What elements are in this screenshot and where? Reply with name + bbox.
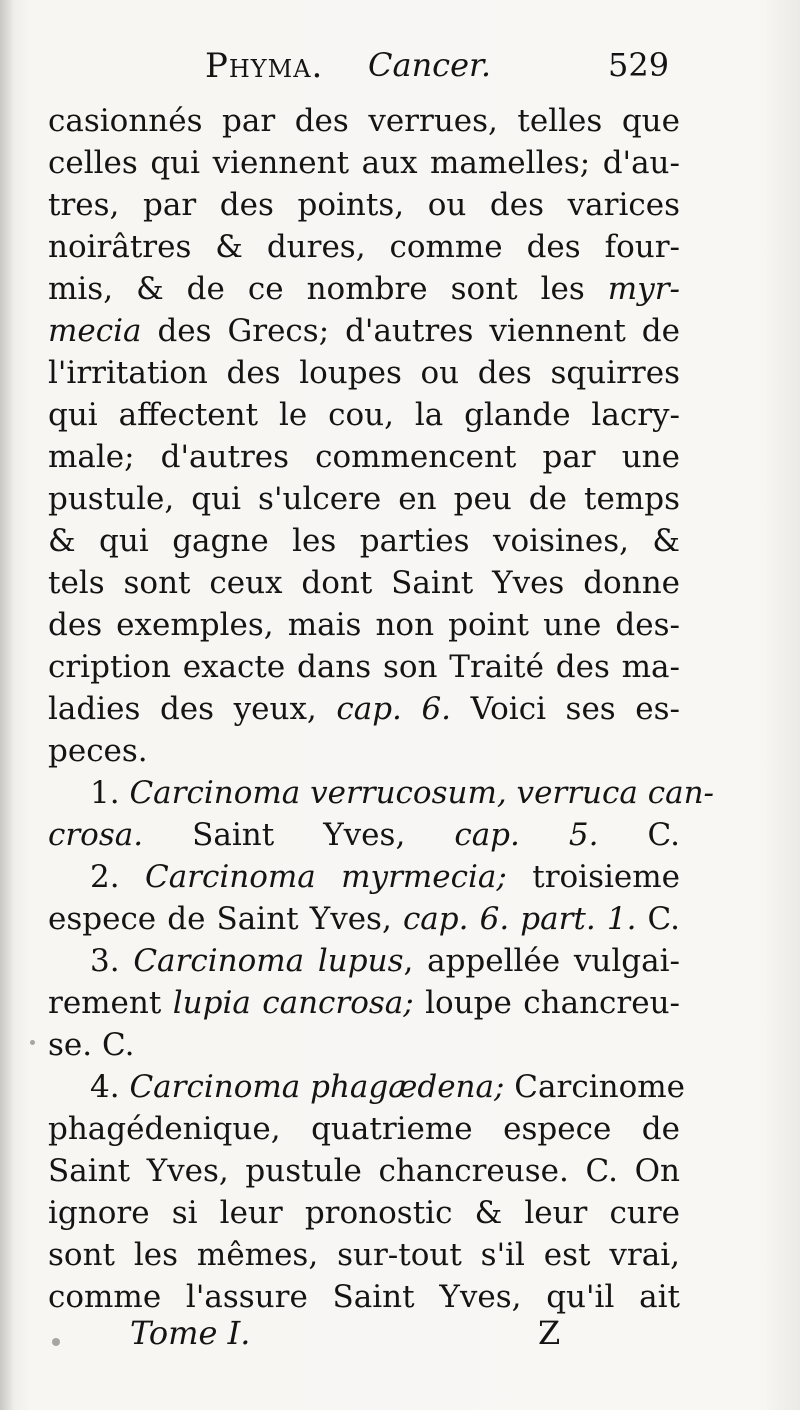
text-segment: 2. bbox=[90, 859, 145, 895]
text-line bbox=[48, 436, 680, 478]
text-line bbox=[48, 814, 680, 856]
text-segment: des exemples, mais non point une des- bbox=[48, 607, 680, 643]
running-head-title: Phyma. bbox=[205, 46, 324, 86]
text-line bbox=[48, 604, 680, 646]
text-segment: comme l'assure Saint Yves, qu'il ait bbox=[48, 1279, 680, 1315]
volume-label: Tome I. bbox=[130, 1314, 251, 1352]
text-segment: noirâtres & dures, comme des four- bbox=[48, 229, 680, 265]
text-line bbox=[48, 394, 680, 436]
text-segment: C. bbox=[598, 817, 680, 853]
text-segment: peces. bbox=[48, 733, 148, 769]
italic-segment: mecia bbox=[48, 313, 142, 349]
page-footer bbox=[0, 1312, 800, 1362]
text-line bbox=[48, 730, 680, 772]
italic-segment: Carcinoma lupus bbox=[133, 943, 404, 979]
text-segment: mis, & de ce nombre sont les bbox=[48, 271, 608, 307]
running-head bbox=[0, 42, 800, 92]
text-line bbox=[48, 226, 680, 268]
text-segment: qui affectent le cou, la glande lacry- bbox=[48, 397, 680, 433]
text-segment: casionnés par des verrues, telles que bbox=[48, 103, 680, 139]
text-line bbox=[48, 1066, 685, 1108]
text-segment: rement bbox=[48, 985, 173, 1021]
text-segment: sont les mêmes, sur-tout s'il est vrai, bbox=[48, 1237, 680, 1273]
italic-segment: cap. 6. part. 1. bbox=[402, 901, 637, 937]
text-line bbox=[48, 100, 680, 142]
text-segment: Carcinome bbox=[504, 1069, 685, 1105]
text-segment: des Grecs; d'autres viennent de bbox=[141, 313, 680, 349]
text-segment: & qui gagne les parties voisines, & bbox=[48, 523, 680, 559]
signature-mark: Z bbox=[538, 1314, 561, 1352]
running-head-subtitle: Cancer. bbox=[368, 46, 491, 84]
text-segment: 1. bbox=[90, 775, 130, 811]
text-line bbox=[48, 478, 680, 520]
text-segment: pustule, qui s'ulcere en peu de temps bbox=[48, 481, 680, 517]
text-line bbox=[48, 688, 680, 730]
page-number: 529 bbox=[608, 46, 670, 84]
text-segment: se. C. bbox=[48, 1027, 135, 1063]
text-segment: l'irritation des loupes ou des squirres bbox=[48, 355, 680, 391]
text-segment: ignore si leur pronostic & leur cure bbox=[48, 1195, 680, 1231]
text-line bbox=[48, 1150, 680, 1192]
italic-segment: Carcinoma verrucosum, verruca can- bbox=[129, 775, 715, 811]
text-segment: tels sont ceux dont Saint Yves donne bbox=[48, 565, 680, 601]
text-segment: Saint Yves, pustule chancreuse. C. On bbox=[48, 1153, 680, 1189]
ink-speck bbox=[52, 1338, 60, 1346]
italic-segment: cap. 6. bbox=[336, 691, 452, 727]
text-line bbox=[48, 562, 680, 604]
text-line bbox=[48, 856, 680, 898]
italic-segment: cap. 5. bbox=[454, 817, 599, 853]
text-line bbox=[48, 268, 680, 310]
body-text bbox=[48, 100, 715, 1318]
text-segment: 4. bbox=[90, 1069, 130, 1105]
text-line bbox=[48, 1192, 680, 1234]
text-line bbox=[48, 898, 680, 940]
text-segment: loupe chancreu- bbox=[413, 985, 681, 1021]
text-segment: phagédenique, quatrieme espece de bbox=[48, 1111, 680, 1147]
text-segment: Voici ses es- bbox=[451, 691, 680, 727]
text-line bbox=[48, 352, 680, 394]
text-line bbox=[48, 772, 715, 814]
text-line bbox=[48, 520, 680, 562]
text-segment: tres, par des points, ou des varices bbox=[48, 187, 680, 223]
text-line bbox=[48, 142, 680, 184]
text-segment: espece de Saint Yves, bbox=[48, 901, 403, 937]
italic-segment: lupia cancrosa; bbox=[172, 985, 414, 1021]
text-segment: cription exacte dans son Traité des ma- bbox=[48, 649, 680, 685]
text-line bbox=[48, 940, 680, 982]
spine-shadow bbox=[0, 0, 14, 1410]
italic-segment: crosa. bbox=[48, 817, 144, 853]
italic-segment: Carcinoma phagædena; bbox=[129, 1069, 505, 1105]
text-segment: ladies des yeux, bbox=[48, 691, 337, 727]
text-line bbox=[48, 982, 680, 1024]
italic-segment: myr- bbox=[607, 271, 680, 307]
text-line bbox=[48, 310, 680, 352]
text-segment: troisieme bbox=[506, 859, 680, 895]
italic-segment: Carcinoma myrmecia; bbox=[144, 859, 507, 895]
ink-speck bbox=[30, 1040, 35, 1045]
text-segment: celles qui viennent aux mamelles; d'au- bbox=[48, 145, 680, 181]
text-line bbox=[48, 646, 680, 688]
text-segment: , appellée vulgai- bbox=[403, 943, 680, 979]
text-segment: male; d'autres commencent par une bbox=[48, 439, 680, 475]
text-line bbox=[48, 184, 680, 226]
text-line bbox=[48, 1234, 680, 1276]
text-line bbox=[48, 1024, 680, 1066]
text-segment: C. bbox=[636, 901, 680, 937]
text-line bbox=[48, 1108, 680, 1150]
text-segment: Saint Yves, bbox=[143, 817, 455, 853]
text-segment: 3. bbox=[90, 943, 134, 979]
